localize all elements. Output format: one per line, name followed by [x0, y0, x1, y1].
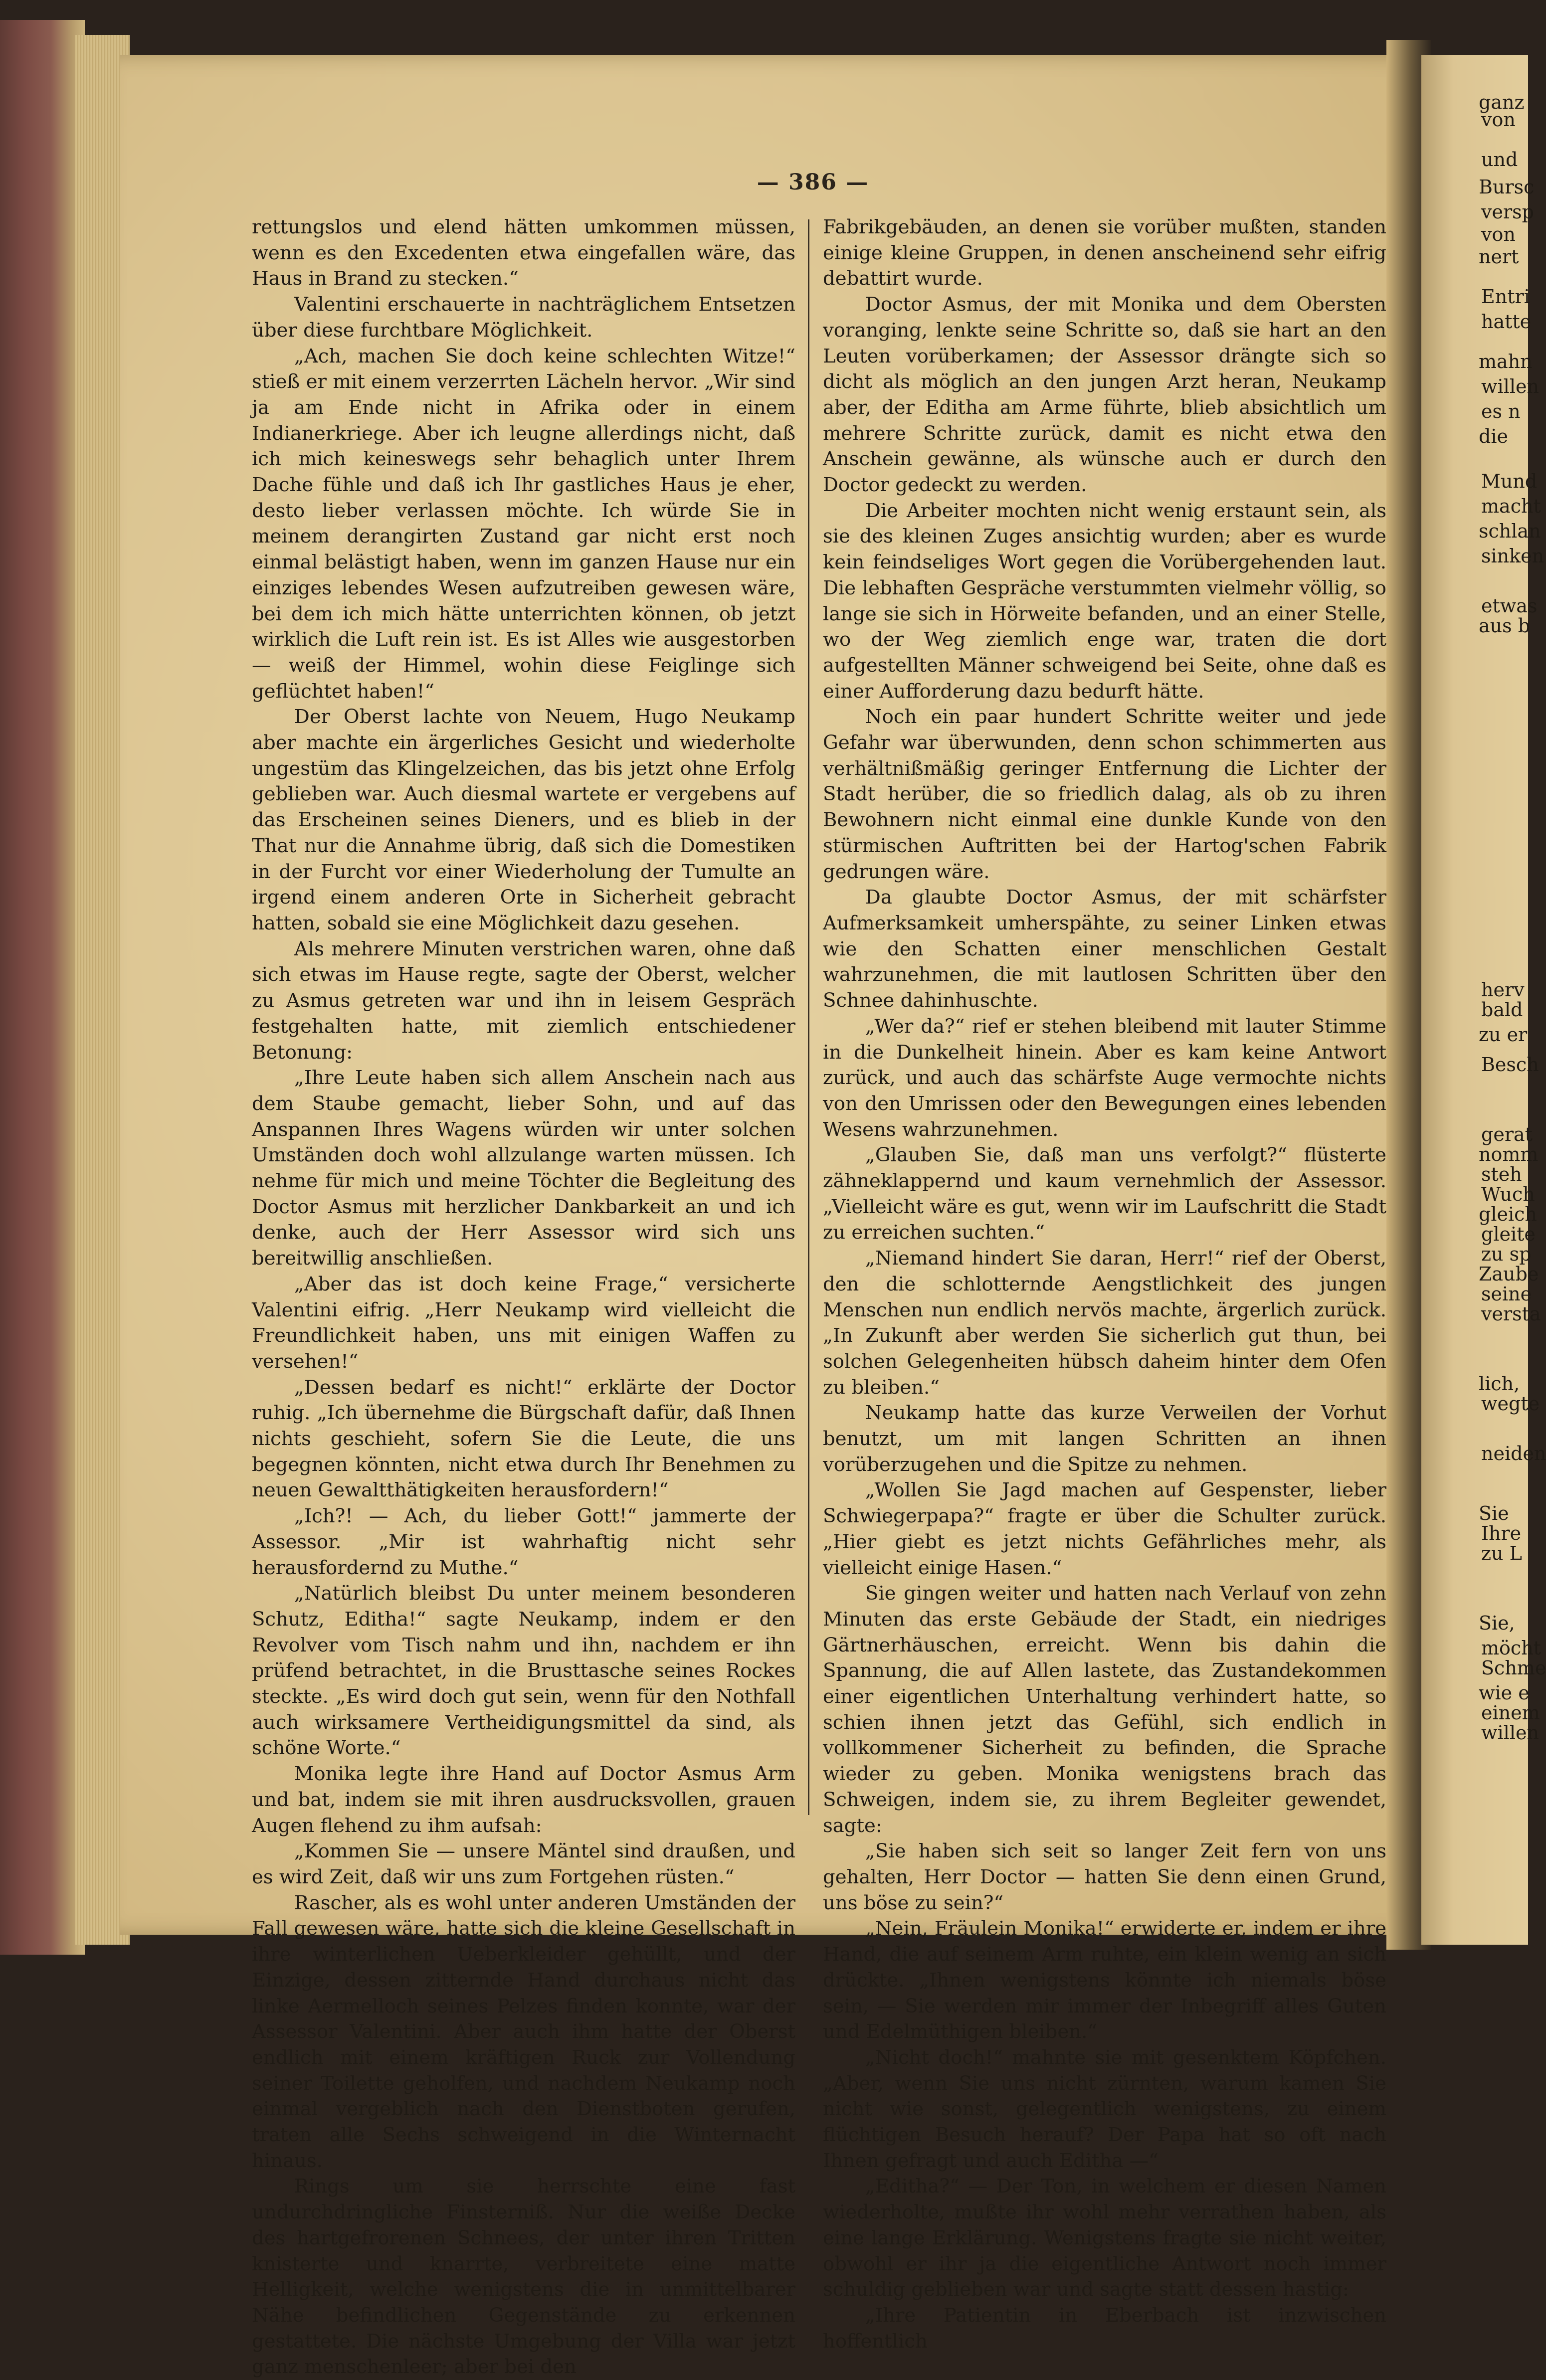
adjacent-page-text-fragment: macht — [1481, 495, 1541, 517]
book-spine-edge — [0, 20, 85, 1955]
adjacent-page-text-fragment: von — [1481, 109, 1516, 131]
adjacent-page-text-fragment: zu L — [1481, 1542, 1522, 1564]
adjacent-page-text-fragment: steh — [1481, 1163, 1522, 1185]
paragraph: Der Oberst lachte von Neuem, Hugo Neukamp aber machte ein ärgerliches Gesicht und wiederholte ungestüm das Klingelzeichen, das bis jetzt ohne Erfolg geblieben war. Auch diesmal wartete er vergebens auf das Erscheinen seines Dieners, und es blieb in der That nur die Annahme übrig, daß sich die Domestiken in der Furcht vor einer Wiederholung der Tumulte an irgend einem anderen Orte in Sicherheit gebracht hatten, sobald sie eine Möglichkeit dazu gesehen. — [252, 706, 795, 934]
adjacent-page-text-fragment: Besch — [1481, 1054, 1539, 1076]
paragraph: Rings um sie herrschte eine fast undurchdringliche Finsterniß. Nur die weiße Decke des hartgefrorenen Schnees, der unter ihren Tritten knisterte und knarrte, verbreitete eine matte Helligkeit, welche wenigstens die in unmittelbarer Nähe befindlichen Gegenstände zu erkennen gestattete. Die nächste Umgebung der Villa war jetzt ganz menschenleer; aber bei den — [252, 2175, 795, 2379]
text-column-left — [252, 214, 795, 2379]
adjacent-page-text-fragment: Entri — [1481, 286, 1530, 308]
paragraph: Die Arbeiter mochten nicht wenig erstaunt sein, als sie des kleinen Zuges ansichtig wurden; aber es wurde kein feindseliges Wort gegen die Vorübergehenden laut. Die lebhaften Gespräche verstummten vielmehr völlig, so lange sie sich in Hörweite befanden, und an einer Stelle, wo der Weg ziemlich enge war, traten die dort aufgestellten Männer schweigend bei Seite, ohne daß es einer Aufforderung dazu bedurft hätte. — [823, 499, 1386, 703]
paragraph: Neukamp hatte das kurze Verweilen der Vorhut benutzt, um mit langen Schritten an ihnen vorüberzugehen und die Spitze zu nehmen. — [823, 1402, 1386, 1476]
paragraph: Sie gingen weiter und hatten nach Verlauf von zehn Minuten das erste Gebäude der Stadt, ein niedriges Gärtnerhäuschen, erreicht. Wenn bis dahin die Spannung, die auf Allen lastete, das Zustandekommen einer eigentlichen Unterhaltung verhindert hatte, so schien ihnen jetzt das Gefühl, sich endlich in vollkommener Sicherheit zu befinden, die Sprache wieder zu geben. Monika wenigstens brach das Schweigen, indem sie, zu ihrem Begleiter gewendet, sagte: — [823, 1582, 1386, 1837]
adjacent-page-text-fragment: wie e — [1479, 1682, 1530, 1704]
adjacent-page-text-fragment: seine — [1481, 1283, 1532, 1305]
paragraph: „Editha?“ — Der Ton, in welchem er diesen Namen wiederholte, mußte ihr wohl mehr verrathen haben, als eine lange Erklärung. Wenigstens fragte sie nicht weiter, obwohl er ihr ja die eigentliche Antwort noch immer schuldig geblieben war und sagte statt dessen hastig: — [823, 2175, 1386, 2301]
adjacent-page-text-fragment: gleite — [1481, 1223, 1536, 1245]
adjacent-page-text-fragment: gerat — [1481, 1123, 1533, 1145]
text-column-right — [823, 214, 1386, 2353]
adjacent-page-text-fragment: möcht — [1481, 1637, 1541, 1659]
paragraph: „Kommen Sie — unsere Mäntel sind draußen, und es wird Zeit, daß wir uns zum Fortgehen rüsten.“ — [252, 1840, 795, 1888]
adjacent-page-text-fragment: versp — [1481, 201, 1534, 223]
paragraph: Valentini erschauerte in nachträglichem Entsetzen über diese furchtbare Möglichkeit. — [252, 293, 795, 342]
adjacent-page-text-fragment: Wuch — [1481, 1183, 1535, 1205]
page-number: — 386 — — [757, 170, 869, 195]
adjacent-page-text-fragment: wegte — [1481, 1393, 1540, 1415]
paragraph: Monika legte ihre Hand auf Doctor Asmus Arm und bat, indem sie mit ihren ausdrucksvollen, grauen Augen flehend zu ihm aufsah: — [252, 1763, 795, 1837]
adjacent-page-text-fragment: Zaube — [1479, 1263, 1539, 1285]
adjacent-page-text-fragment: neiden — [1481, 1443, 1546, 1465]
column-divider — [808, 219, 809, 1815]
paragraph: „Nicht doch!“ mahnte sie mit gesenktem Köpfchen. „Aber, wenn Sie uns nicht zürnten, warum kamen Sie nicht wie sonst, gelegentlich wenigstens, zu einem flüchtigen Besuch herauf? Der Papa hat so oft nach Ihnen gefragt und auch Editha —“ — [823, 2046, 1386, 2172]
paragraph: Noch ein paar hundert Schritte weiter und jede Gefahr war überwunden, denn schon schimmerten aus verhältnißmäßig geringer Entfernung die Lichter der Stadt herüber, die so friedlich dalag, als ob zu ihren Bewohnern nicht einmal eine dunkle Kunde von den stürmischen Auftritten bei der Hartog'schen Fabrik gedrungen wäre. — [823, 706, 1386, 883]
paragraph: „Wollen Sie Jagd machen auf Gespenster, lieber Schwiegerpapa?“ fragte er über die Schulter zurück. „Hier giebt es jetzt nichts Gefährliches mehr, als vielleicht einige Hasen.“ — [823, 1479, 1386, 1579]
adjacent-page-text-fragment: Bursc — [1479, 176, 1535, 198]
paragraph: Als mehrere Minuten verstrichen waren, ohne daß sich etwas im Hause regte, sagte der Oberst, welcher zu Asmus getreten war und ihn in leisem Gespräch festgehalten hatte, mit ziemlich entschiedener Betonung: — [252, 937, 795, 1064]
paragraph: „Nein, Fräulein Monika!“ erwiderte er, indem er ihre Hand, die auf seinem Arm ruhte, ein klein wenig an sich drückte. „Ihnen wenigstens könnte ich niemals böse sein, — Sie werden mir immer der Inbegriff alles Guten und Edelmüthigen bleiben.“ — [823, 1917, 1386, 2043]
adjacent-page-text-fragment: willen — [1481, 375, 1539, 397]
adjacent-page-text-fragment: lich, — [1479, 1373, 1520, 1395]
adjacent-page-text-fragment: von — [1481, 223, 1516, 245]
adjacent-page-edge — [1421, 55, 1546, 1945]
paragraph: Da glaubte Doctor Asmus, der mit schärfster Aufmerksamkeit umherspähte, zu seiner Linken etwas wie den Schatten einer menschlichen Gestalt wahrzunehmen, die mit lautlosen Schritten über den Schnee dahinhuschte. — [823, 886, 1386, 1012]
adjacent-page-text-fragment: bald — [1481, 999, 1523, 1021]
adjacent-page-text-fragment: ganz — [1479, 91, 1525, 113]
paragraph: „Glauben Sie, daß man uns verfolgt?“ flüsterte zähneklappernd und kaum vernehmlich der Assessor. „Vielleicht wäre es gut, wenn wir im Laufschritt die Stadt zu erreichen suchten.“ — [823, 1144, 1386, 1244]
adjacent-page-text-fragment: sinken — [1481, 545, 1545, 567]
adjacent-page-text-fragment: einem — [1481, 1702, 1540, 1724]
paragraph: Doctor Asmus, der mit Monika und dem Obersten voranging, lenkte seine Schritte so, daß sie hart an den Leuten vorüberkamen; der Assessor drängte sich so dicht als möglich an den jungen Arzt heran, Neukamp aber, der Editha am Arme führte, blieb absichtlich um mehrere Schritte zurück, damit es nicht etwa den Anschein gewänne, als wünsche auch er durch den Doctor gedeckt zu werden. — [823, 293, 1386, 497]
adjacent-page-text-fragment: die — [1479, 425, 1508, 447]
adjacent-page-text-fragment: hatte — [1481, 311, 1532, 333]
paragraph: rettungslos und elend hätten umkommen müssen, wenn es den Excedenten etwa eingefallen wäre, das Haus in Brand zu stecken.“ — [252, 216, 795, 290]
paragraph: „Sie haben sich seit so langer Zeit fern von uns gehalten, Herr Doctor — hatten Sie denn einen Grund, uns böse zu sein?“ — [823, 1840, 1386, 1914]
paragraph: Rascher, als es wohl unter anderen Umständen der Fall gewesen wäre, hatte sich die kleine Gesellschaft in ihre winterlichen Ueberkleider gehüllt, und der Einzige, dessen zitternde Hand durchaus nicht das linke Aermelloch seines Pelzes finden konnte, war der Assessor Valentini. Aber auch ihm hatte der Oberst endlich mit einem kräftigen Ruck zur Vollendung seiner Toilette geholfen, und nachdem Neukamp noch einmal vergeblich nach den Dienstboten gerufen, traten alle Sechs schweigend in die Winternacht hinaus. — [252, 1891, 795, 2172]
paragraph: „Wer da?“ rief er stehen bleibend mit lauter Stimme in die Dunkelheit hinein. Aber es kam keine Antwort zurück, und auch das schärfste Auge vermochte nichts von den Umrissen oder den Bewegungen eines lebenden Wesens wahrzunehmen. — [823, 1015, 1386, 1141]
adjacent-page-text-fragment: aus b — [1479, 615, 1531, 637]
adjacent-page-text-fragment: schlan — [1479, 520, 1541, 542]
paragraph: „Ach, machen Sie doch keine schlechten Witze!“ stieß er mit einem verzerrten Lächeln hervor. „Wir sind ja am Ende nicht in Afrika oder in einem Indianerkriege. Aber ich leugne allerdings nicht, daß ich mich keineswegs sehr behaglich unter Ihrem Dache fühle und daß ich Ihr gastliches Haus je eher, desto lieber verlassen möchte. Ich würde Sie in meinem derangirten Zustand gar nicht erst noch einmal belästigt haben, wenn im ganzen Hause nur ein einziges lebendes Wesen aufzutreiben gewesen wäre, bei dem ich mich hätte unterrichten können, ob jetzt wirklich die Luft rein ist. Es ist Alles wie ausgestorben — weiß der Himmel, wohin diese Feiglinge sich geflüchtet haben!“ — [252, 345, 795, 703]
adjacent-page-text-fragment: es n — [1481, 400, 1521, 422]
paragraph: „Aber das ist doch keine Frage,“ versicherte Valentini eifrig. „Herr Neukamp wird vielleicht die Freundlichkeit haben, uns mit einigen Waffen zu versehen!“ — [252, 1273, 795, 1373]
paragraph: „Niemand hindert Sie daran, Herr!“ rief der Oberst, den die schlotternde Aengstlichkeit des jungen Menschen nun endlich nervös machte, ärgerlich zurück. „In Zukunft aber werden Sie sicherlich gut thun, bei solchen Gelegenheiten hübsch daheim hinter dem Ofen zu bleiben.“ — [823, 1247, 1386, 1399]
paragraph: „Ihre Leute haben sich allem Anschein nach aus dem Staube gemacht, lieber Sohn, und auf das Anspannen Ihres Wagens würden wir unter solchen Umständen doch wohl allzulange warten müssen. Ich nehme für mich und meine Töchter die Begleitung des Doctor Asmus mit herzlicher Dankbarkeit an und ich denke, auch der Herr Assessor wird sich uns bereitwillig anschließen. — [252, 1067, 795, 1270]
adjacent-page-text-fragment: Mund — [1481, 470, 1538, 492]
adjacent-page-text-fragment: Sie, — [1479, 1612, 1515, 1634]
adjacent-page-text-fragment: herv — [1481, 979, 1525, 1001]
paragraph: „Dessen bedarf es nicht!“ erklärte der Doctor ruhig. „Ich übernehme die Bürgschaft dafür, daß Ihnen nichts geschieht, sofern Sie die Leute, die uns begegnen könnten, nicht etwa durch Ihr Benehmen zu neuen Gewaltthätigkeiten herausfordern!“ — [252, 1376, 795, 1502]
adjacent-page-text-fragment: etwas — [1481, 595, 1538, 617]
adjacent-page-text-fragment: versta — [1481, 1303, 1541, 1325]
adjacent-page-text-fragment: und — [1481, 149, 1518, 171]
adjacent-page-text-fragment: willen — [1481, 1722, 1539, 1744]
paragraph: „Natürlich bleibst Du unter meinem besonderen Schutz, Editha!“ sagte Neukamp, indem er den Revolver vom Tisch nahm und ihn, nachdem er ihn prüfend betrachtet, in die Brusttasche seines Rockes steckte. „Es wird doch gut sein, wenn für den Nothfall auch wirksamere Vertheidigungsmittel da sind, als schöne Worte.“ — [252, 1582, 795, 1760]
adjacent-page-text-fragment: Sie — [1479, 1502, 1509, 1524]
adjacent-page-text-fragment: Ihre — [1481, 1522, 1522, 1544]
adjacent-page-text-fragment: gleich — [1479, 1203, 1537, 1225]
adjacent-page-text-fragment: mahn — [1479, 351, 1533, 372]
adjacent-page-text-fragment: Schme — [1481, 1657, 1546, 1679]
adjacent-page-text-fragment: nomm — [1479, 1143, 1539, 1165]
paragraph: „Ihre Patientin in Eberbach ist inzwischen hoffentlich — [823, 2304, 1386, 2353]
paragraph: Fabrikgebäuden, an denen sie vorüber mußten, standen einige kleine Gruppen, in denen anscheinend sehr eifrig debattirt wurde. — [823, 216, 1386, 290]
paragraph: „Ich?! — Ach, du lieber Gott!“ jammerte der Assessor. „Mir ist wahrhaftig nicht sehr herausfordernd zu Muthe.“ — [252, 1505, 795, 1579]
adjacent-page-text-fragment: zu er — [1479, 1024, 1528, 1046]
adjacent-page-text-fragment: nert — [1479, 246, 1519, 268]
adjacent-page-text-fragment: zu sp — [1481, 1243, 1532, 1265]
